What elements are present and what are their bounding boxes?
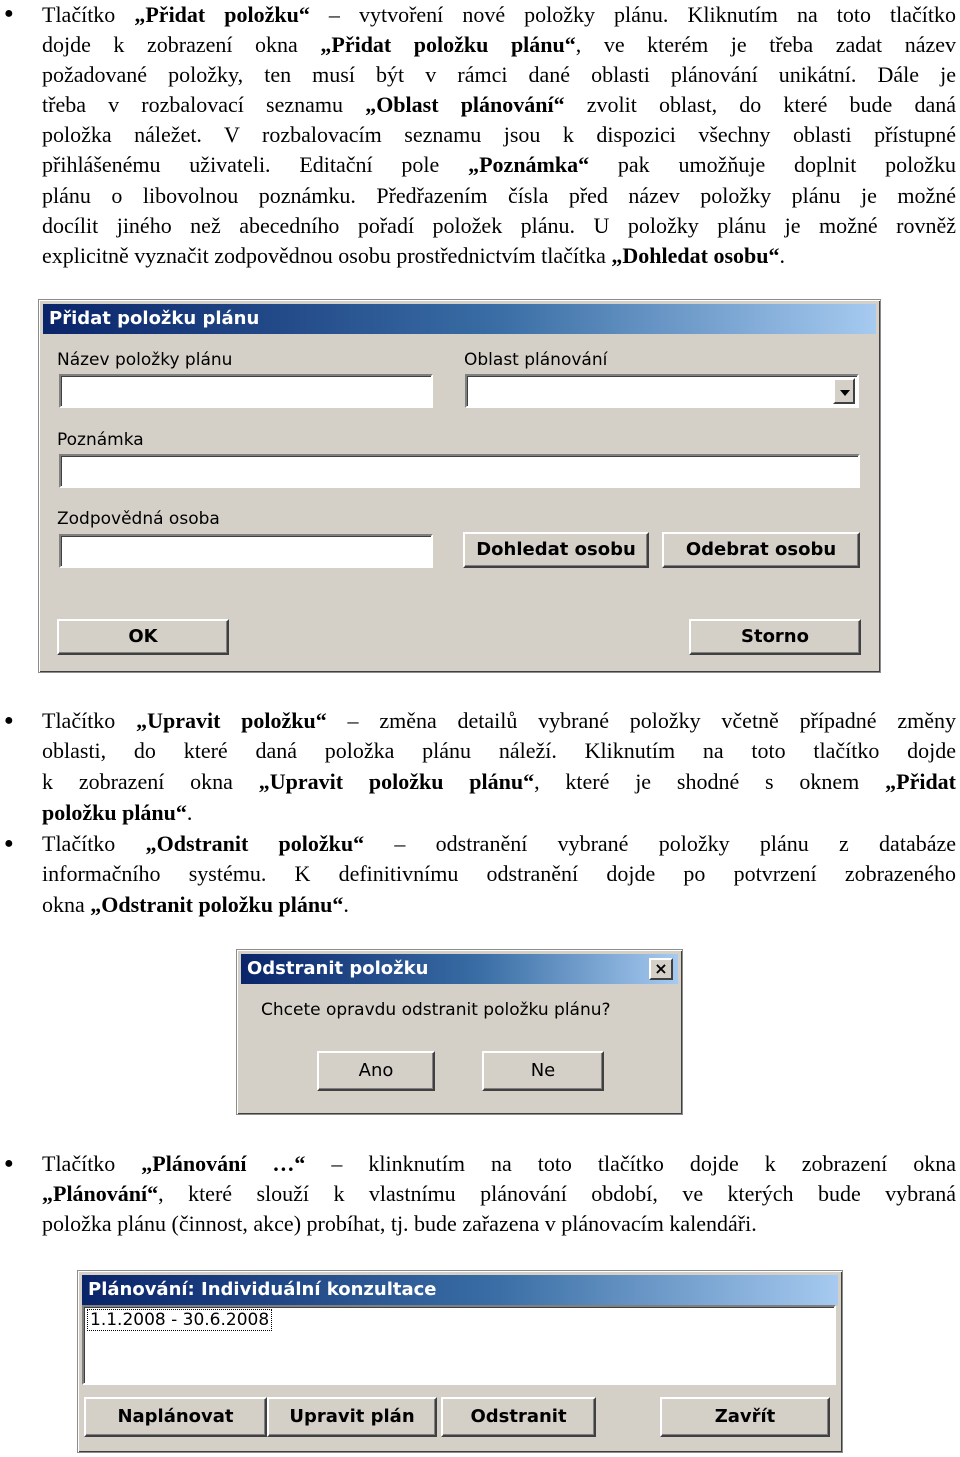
dialog-title: Plánování: Individuální konzultace [82,1275,838,1305]
yes-button[interactable]: Ano [317,1051,435,1091]
edit-plan-button[interactable]: Upravit plán [267,1397,437,1437]
text-segment: oblasti, do které daná položka plánu náleží. Kliknutím na toto tlačítko dojde [42,738,956,763]
cancel-button[interactable]: Storno [689,619,861,655]
paragraph-delete-item [0,829,960,923]
text-segment: explicitně vyznačit zodpovědnou osobu prostřednictvím tlačítka [42,243,612,268]
text-line [42,181,956,211]
bold-term: „Plánování …“ [141,1151,306,1176]
text-line [42,211,956,241]
text-line [42,1209,956,1239]
remove-person-button[interactable]: Odebrat osobu [662,532,860,568]
bold-term: „Přidat položku plánu“ [320,32,576,57]
text-segment: . [186,800,193,825]
close-button[interactable]: Zavřít [660,1397,830,1437]
paragraph-add-item [0,0,960,272]
paragraph-planning [0,1149,960,1243]
text-line [42,736,956,766]
area-select[interactable] [465,374,859,408]
bullet-icon: ● [4,1155,14,1172]
name-input[interactable] [59,374,433,408]
text-segment: položka náležet. V rozbalovacím seznamu jsou k dispozici všechny oblasti přístupné [42,122,956,147]
note-label: Poznámka [57,430,144,450]
note-input[interactable] [59,454,860,488]
text-line [42,60,956,90]
bold-term: „Přidat [885,769,957,794]
bullet-icon: ● [4,712,14,729]
text-segment: Tlačítko [42,1151,142,1176]
text-line [42,890,956,920]
text-segment: , které slouží k vlastnímu plánování období, ve kterých bude vybraná [158,1181,956,1206]
text-line [42,767,956,797]
text-segment: zvolit oblast, do které bude daná [564,92,956,117]
period-list-item[interactable]: 1.1.2008 - 30.6.2008 [87,1309,272,1331]
text-line [42,30,956,60]
bold-term: „Plánování“ [42,1181,159,1206]
text-segment: informačního systému. K definitivnímu odstranění dojde po potvrzení zobrazeného [42,861,956,886]
dialog-title: Přidat položku plánu [43,304,876,334]
text-line [42,0,956,30]
plan-button[interactable]: Naplánovat [84,1397,267,1437]
text-segment: položka plánu (činnost, akce) probíhat, tj. bude zařazena v plánovacím kalendáři. [42,1211,757,1236]
area-dropdown-button[interactable] [833,378,855,404]
text-segment: – odstranění vybrané položky plánu z databáze [364,831,956,856]
text-line [42,150,956,180]
person-label: Zodpovědná osoba [57,509,220,529]
text-line [42,798,956,828]
bullet-icon: ● [4,835,14,852]
no-button[interactable]: Ne [482,1051,604,1091]
text-segment: . [779,243,785,268]
text-segment: docílit jiného než abecedního pořadí položek plánu. U položky plánu je možné rovněž [42,213,956,238]
ok-button[interactable]: OK [57,619,229,655]
bold-term: „Odstranit položku plánu“ [90,892,344,917]
text-segment: okna [42,892,91,917]
person-input[interactable] [59,534,433,568]
text-segment: přihlášenému uživateli. Editační pole [42,152,469,177]
text-line [42,1149,956,1179]
text-segment: třeba v rozbalovací seznamu [42,92,366,117]
bold-term: „Upravit položku“ [136,708,327,733]
name-label: Název položky plánu [57,350,233,370]
text-segment: požadované položky, ten musí být v rámci dané oblasti plánování unikátní. Dále je [42,62,956,87]
text-segment: , které je shodné s oknem [534,769,886,794]
find-person-button[interactable]: Dohledat osobu [463,532,649,568]
text-line [42,241,956,271]
text-segment: – klinknutím na toto tlačítko dojde k zobrazení okna [305,1151,956,1176]
chevron-down-icon [840,390,850,396]
delete-item-dialog [236,949,683,1115]
bold-term: „Přidat položku“ [134,2,310,27]
text-line [42,1179,956,1209]
text-line [42,90,956,120]
text-segment: Tlačítko [42,708,137,733]
area-label: Oblast plánování [464,350,608,370]
text-line [42,859,956,889]
text-segment: . [343,892,349,917]
bold-term: „Poznámka“ [468,152,590,177]
paragraph-edit-item [0,706,960,830]
text-segment: dojde k zobrazení okna [42,32,321,57]
confirm-message: Chcete opravdu odstranit položku plánu? [261,1000,611,1020]
text-segment: – vytvoření nové položky plánu. Kliknutím na toto tlačítko [309,2,956,27]
text-segment: , ve kterém je třeba zadat název [575,32,957,57]
text-segment: – změna detailů vybrané položky včetně případné změny [326,708,956,733]
bold-term: „Oblast plánování“ [365,92,565,117]
text-segment: Tlačítko [42,831,146,856]
text-line [42,829,956,859]
text-segment: plánu o libovolnou poznámku. Předřazením čísla před název položky plánu je možné [42,183,956,208]
bold-term: „Upravit položku plánu“ [258,769,535,794]
text-segment: Tlačítko [42,2,135,27]
bold-term: položku plánu“ [42,800,187,825]
bold-term: „Odstranit položku“ [145,831,365,856]
text-line [42,120,956,150]
text-segment: pak umožňuje doplnit položku [589,152,956,177]
close-icon[interactable]: × [649,958,673,980]
dialog-title: Odstranit položku [241,954,678,984]
text-line [42,706,956,736]
delete-plan-button[interactable]: Odstranit [441,1397,596,1437]
bullet-icon: ● [4,5,14,22]
bold-term: „Dohledat osobu“ [611,243,780,268]
add-item-dialog [38,299,881,673]
planning-dialog [77,1270,843,1453]
text-segment: k zobrazení okna [42,769,259,794]
period-list[interactable] [82,1305,836,1385]
